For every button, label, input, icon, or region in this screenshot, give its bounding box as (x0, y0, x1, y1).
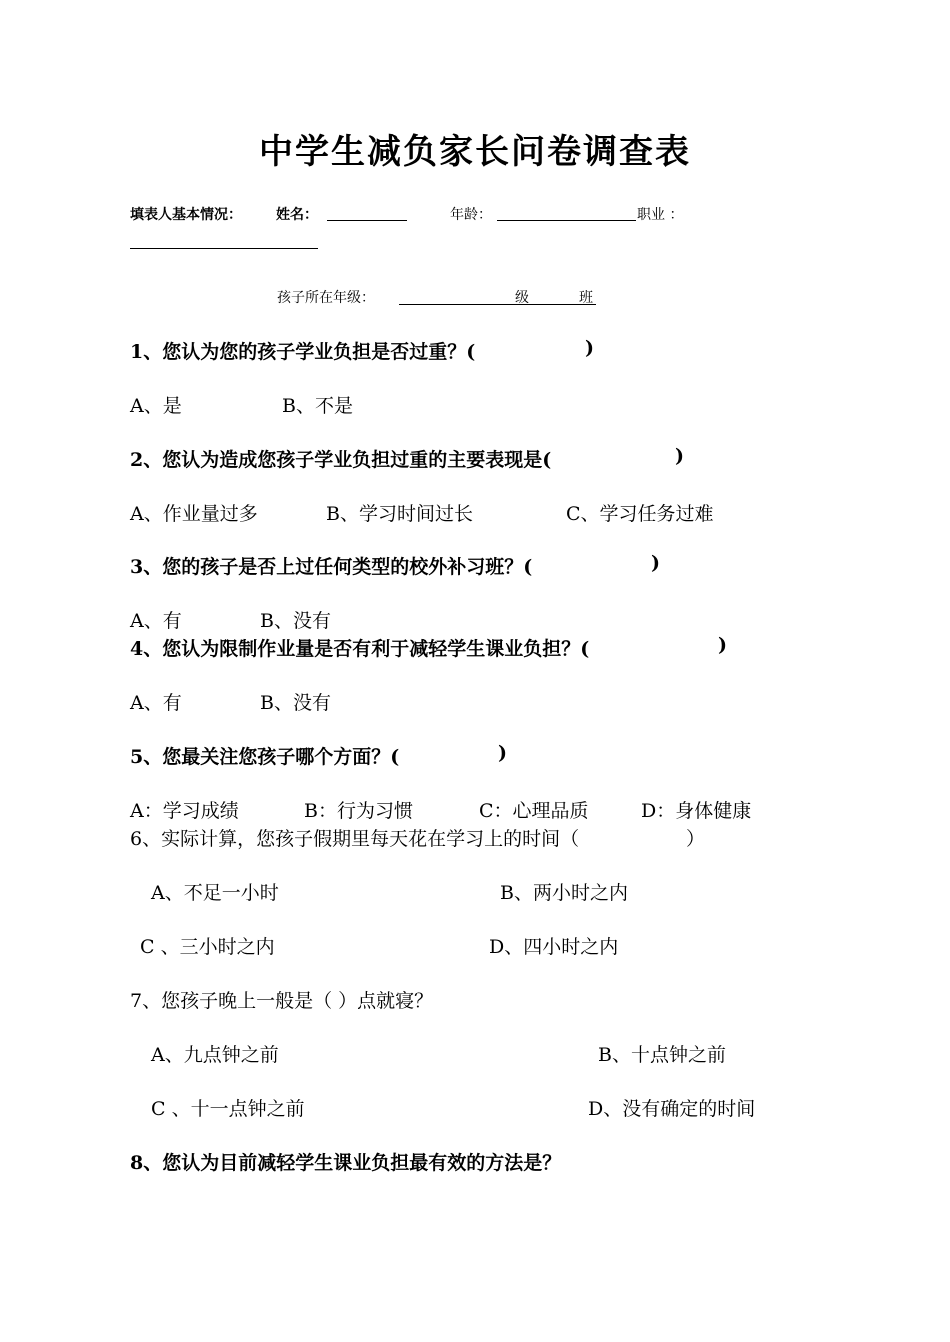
q4-option-a[interactable]: A、有 (130, 692, 182, 714)
page-title: 中学生减负家长问卷调查表 (259, 132, 691, 172)
q2-option-b[interactable]: B、学习时间过长 (326, 503, 473, 525)
q6-option-d[interactable]: D、四小时之内 (489, 936, 619, 958)
question-6-close: ） (686, 828, 706, 850)
question-5-close: ) (498, 742, 507, 764)
name-field[interactable] (327, 204, 407, 221)
q6-option-a[interactable]: A、不足一小时 (151, 882, 279, 904)
q6-option-b[interactable]: B、两小时之内 (500, 882, 628, 904)
grade-field[interactable] (399, 287, 596, 305)
job-field[interactable] (130, 232, 318, 249)
q5-option-d[interactable]: D：身体健康 (641, 800, 752, 822)
question-8: 8、您认为目前减轻学生课业负担最有效的方法是？ (130, 1152, 562, 1174)
question-2: 2、您认为造成您孩子学业负担过重的主要表现是( (130, 449, 552, 471)
q2-option-c[interactable]: C、学习任务过难 (566, 503, 714, 525)
q7-option-b[interactable]: B、十点钟之前 (598, 1044, 726, 1066)
question-6: 6、实际计算，您孩子假期里每天花在学习上的时间（ (130, 828, 580, 850)
q1-option-b[interactable]: B、不是 (282, 395, 353, 417)
q5-option-c[interactable]: C：心理品质 (479, 800, 589, 822)
q3-option-a[interactable]: A、有 (130, 610, 182, 632)
age-field[interactable] (497, 204, 636, 221)
question-3: 3、您的孩子是否上过任何类型的校外补习班？( (130, 556, 533, 578)
grade-label: 孩子所在年级： (277, 290, 375, 306)
question-4: 4、您认为限制作业量是否有利于减轻学生课业负担？( (130, 638, 590, 660)
q5-option-b[interactable]: B：行为习惯 (304, 800, 413, 822)
question-7: 7、您孩子晚上一般是（ ）点就寝？ (130, 990, 434, 1012)
question-1: 1、您认为您的孩子学业负担是否过重？( (130, 341, 476, 363)
q1-option-a[interactable]: A、是 (130, 395, 182, 417)
question-2-close: ) (675, 445, 684, 467)
q7-option-d[interactable]: D、没有确定的时间 (588, 1098, 756, 1120)
q4-option-b[interactable]: B、没有 (260, 692, 331, 714)
q2-option-a[interactable]: A、作业量过多 (130, 503, 258, 525)
q5-option-a[interactable]: A：学习成绩 (130, 800, 239, 822)
q7-option-a[interactable]: A、九点钟之前 (151, 1044, 279, 1066)
respondent-info-label: 填表人基本情况： (130, 207, 242, 223)
age-label: 年龄： (450, 207, 492, 223)
job-label: 职业 ： (637, 207, 684, 223)
name-label: 姓名： (276, 207, 318, 223)
question-1-close: ) (585, 337, 594, 359)
q7-option-c[interactable]: C 、十一点钟之前 (151, 1098, 305, 1120)
question-4-close: ) (718, 634, 727, 656)
question-5: 5、您最关注您孩子哪个方面？( (130, 746, 400, 768)
q3-option-b[interactable]: B、没有 (260, 610, 331, 632)
grade-ji: 级 (515, 290, 529, 306)
question-3-close: ) (651, 552, 660, 574)
grade-ban: 班 (579, 290, 593, 306)
q6-option-c[interactable]: C 、三小时之内 (140, 936, 275, 958)
